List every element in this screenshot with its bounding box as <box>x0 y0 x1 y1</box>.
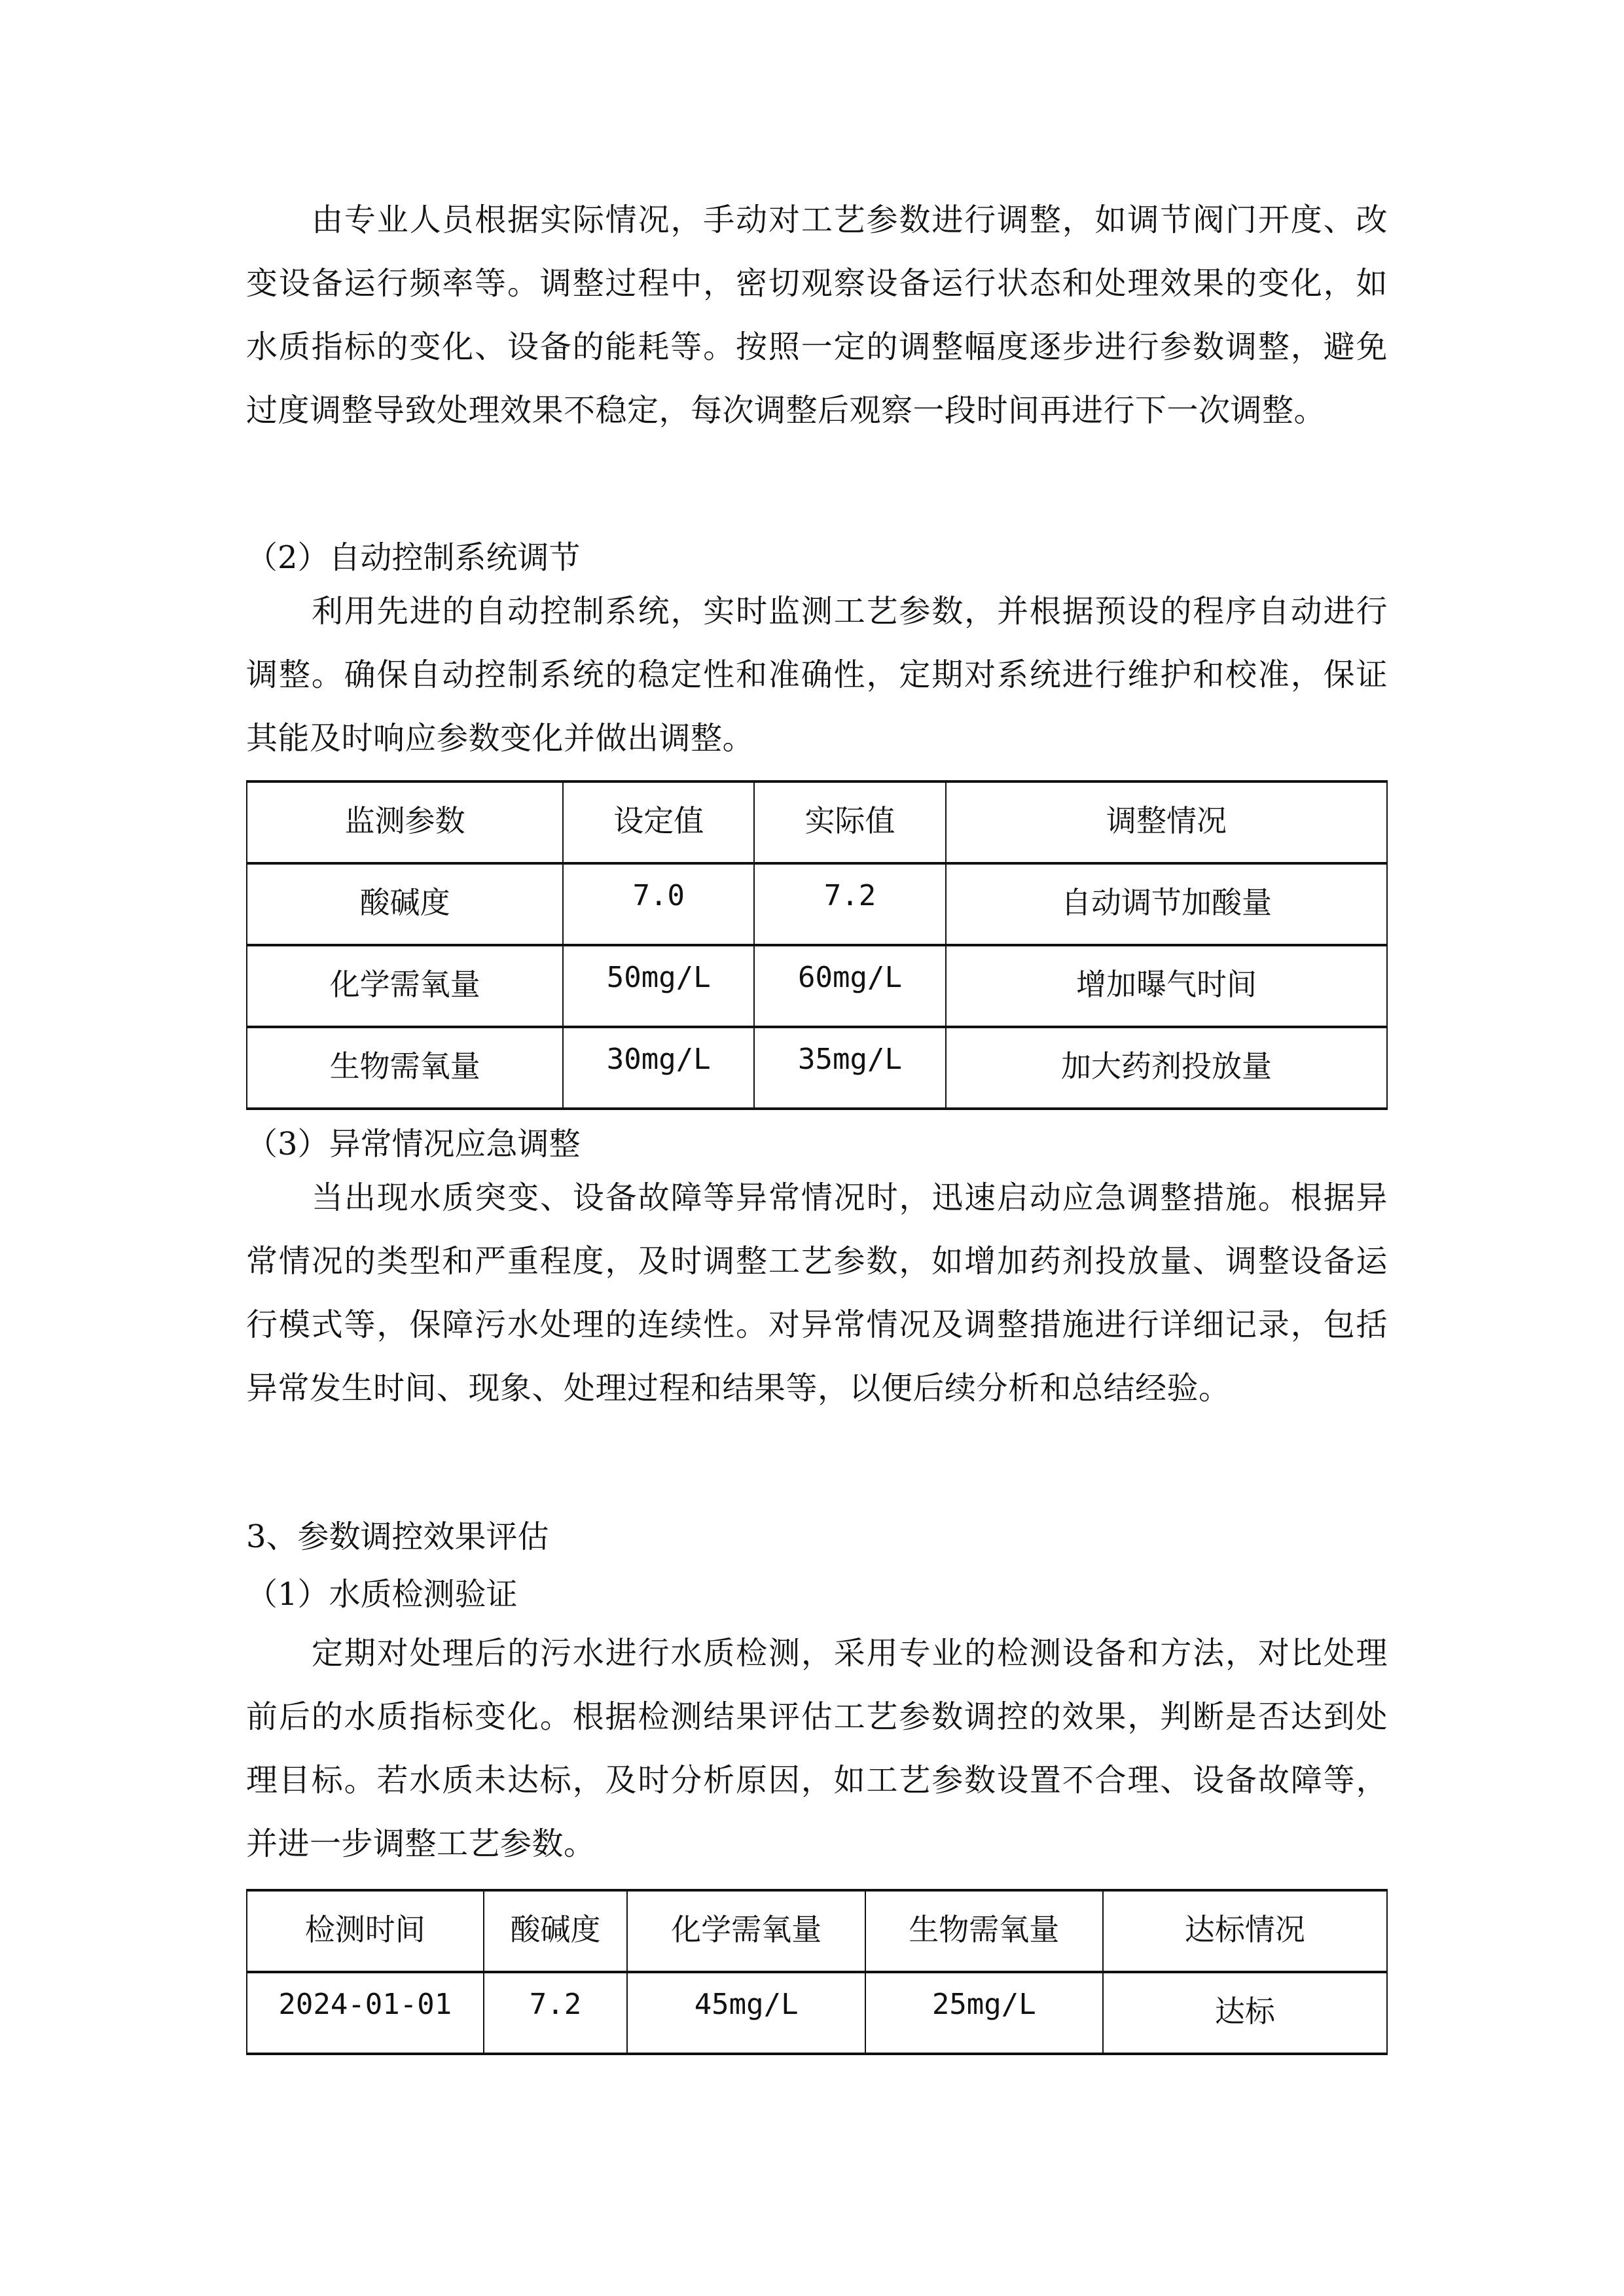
table-row <box>247 1027 1387 1109</box>
header-cell: 调整情况 <box>946 781 1387 863</box>
table-cell: 生物需氧量 <box>247 1027 563 1109</box>
water-quality-heading: （1）水质检测验证 <box>246 1576 518 1613</box>
emergency-adjustment-paragraph: 当出现水质突变、设备故障等异常情况时，迅速启动应急调整措施。根据异常情况的类型和严重程度，及时调整工艺参数，如增加药剂投放量、调整设备运行模式等，保障污水处理的连续性。对异常情况及调整措施进行详细记录，包括异常发生时间、现象、处理过程和结果等，以便后续分析和总结经验。 <box>246 1179 1388 1407</box>
table-cell: 加大药剂投放量 <box>946 1027 1387 1109</box>
water-quality-table <box>246 1889 1388 2055</box>
table-cell: 60mg/L <box>754 945 946 1027</box>
header-cell: 化学需氧量 <box>627 1890 865 1972</box>
table-cell: 25mg/L <box>865 1972 1103 2054</box>
emergency-adjustment-heading: （3）异常情况应急调整 <box>246 1126 581 1162</box>
header-cell: 实际值 <box>754 781 946 863</box>
auto-control-heading: （2）自动控制系统调节 <box>246 539 581 576</box>
header-cell: 设定值 <box>563 781 754 863</box>
monitoring-parameters-table <box>246 780 1388 1110</box>
effect-evaluation-heading: 3、参数调控效果评估 <box>246 1518 549 1555</box>
table-row <box>247 1972 1387 2054</box>
header-cell: 监测参数 <box>247 781 563 863</box>
header-cell: 达标情况 <box>1103 1890 1387 1972</box>
table-cell: 自动调节加酸量 <box>946 863 1387 945</box>
header-cell: 酸碱度 <box>484 1890 628 1972</box>
table-cell: 35mg/L <box>754 1027 946 1109</box>
table-cell: 增加曝气时间 <box>946 945 1387 1027</box>
table-header-row <box>247 781 1387 863</box>
water-quality-paragraph: 定期对处理后的污水进行水质检测，采用专业的检测设备和方法，对比处理前后的水质指标变化。根据检测结果评估工艺参数调控的效果，判断是否达到处理目标。若水质未达标，及时分析原因，如工艺参数设置不合理、设备故障等，并进一步调整工艺参数。 <box>246 1635 1388 1862</box>
table-cell: 化学需氧量 <box>247 945 563 1027</box>
table-cell: 7.2 <box>484 1972 628 2054</box>
table-cell: 50mg/L <box>563 945 754 1027</box>
table-cell: 45mg/L <box>627 1972 865 2054</box>
table-cell: 2024-01-01 <box>247 1972 484 2054</box>
table-cell: 7.2 <box>754 863 946 945</box>
table-cell: 酸碱度 <box>247 863 563 945</box>
table-cell: 30mg/L <box>563 1027 754 1109</box>
table-row <box>247 945 1387 1027</box>
header-cell: 检测时间 <box>247 1890 484 1972</box>
manual-adjustment-paragraph: 由专业人员根据实际情况，手动对工艺参数进行调整，如调节阀门开度、改变设备运行频率等。调整过程中，密切观察设备运行状态和处理效果的变化，如水质指标的变化、设备的能耗等。按照一定的调整幅度逐步进行参数调整，避免过度调整导致处理效果不稳定，每次调整后观察一段时间再进行下一次调整。 <box>246 202 1388 429</box>
table-cell: 达标 <box>1103 1972 1387 2054</box>
auto-control-paragraph: 利用先进的自动控制系统，实时监测工艺参数，并根据预设的程序自动进行调整。确保自动控制系统的稳定性和准确性，定期对系统进行维护和校准，保证其能及时响应参数变化并做出调整。 <box>246 593 1388 757</box>
table-row <box>247 863 1387 945</box>
table-cell: 7.0 <box>563 863 754 945</box>
table-header-row <box>247 1890 1387 1972</box>
header-cell: 生物需氧量 <box>865 1890 1103 1972</box>
